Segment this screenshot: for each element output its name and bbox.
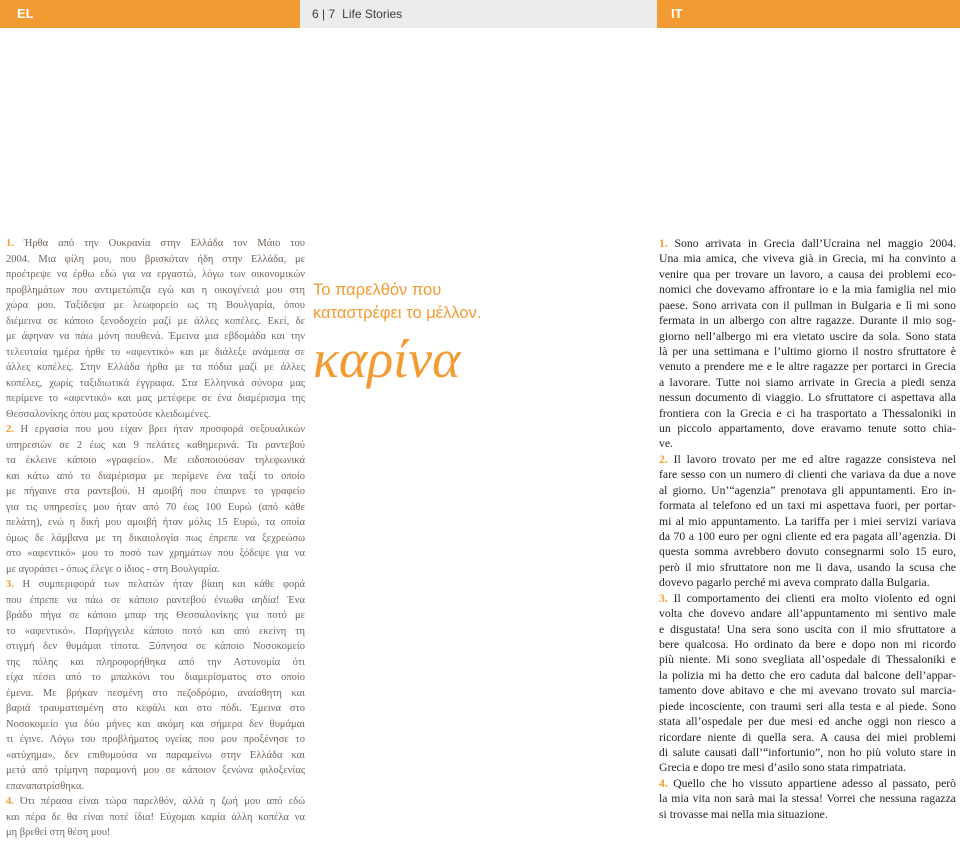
pull-quote-line-1: Το παρελθόν που <box>313 281 442 299</box>
greek-line-text: βράδυ πήγα σε κάποιο μπαρ της Θεσσαλονίκης για ποτό με <box>6 610 305 621</box>
italian-text-line <box>659 699 956 714</box>
italian-text-line <box>659 622 956 637</box>
greek-paragraph-number: 2. <box>6 424 14 435</box>
italian-text-line <box>659 344 956 359</box>
italian-text-line <box>659 776 956 791</box>
greek-text-line <box>6 283 305 299</box>
italian-line-text: piede incosciente, con traumi seri alla testa e al piede. Sono <box>659 699 956 713</box>
greek-text-line <box>6 779 305 795</box>
italian-text-line <box>659 282 956 297</box>
greek-line-text: υπηρεσιών σε 2 έως και 9 πελάτες καθημερινά. Τα ραντεβού <box>6 439 305 451</box>
greek-text-line <box>6 701 305 717</box>
greek-text-line <box>6 438 305 454</box>
greek-line-text: της πόλης και πληροφορήθηκα από την Αστυνομία ότι <box>6 656 305 668</box>
greek-line-text: προέτρεψε να έρθω εδώ για να εργαστώ, λόγω των οικονομικών <box>6 269 305 280</box>
greek-line-text: έμενα. Με βρήκαν πεσμένη στο πεζοδρόμιο, αναίσθητη και <box>6 687 305 699</box>
italian-line-text: fare sesso con un numero di clienti che variava da due a nove <box>659 468 956 482</box>
section-title: Life Stories <box>342 7 403 21</box>
greek-line-text: τα έκλεινε κάποιο «γραφείο». Με ειδοποιούσαν τηλεφωνικά <box>6 455 305 466</box>
italian-text-line <box>659 236 956 251</box>
greek-text-line <box>6 407 305 423</box>
greek-text-line <box>6 314 305 330</box>
greek-text-line <box>6 500 305 516</box>
greek-text-line <box>6 391 305 407</box>
greek-text-line <box>6 748 305 764</box>
italian-text-line <box>659 298 956 313</box>
italian-text-line <box>659 606 956 621</box>
page-numbers: 6 | 7 <box>312 7 336 21</box>
italian-text-line <box>659 483 956 498</box>
greek-line-text: μη βρεθεί στη θέση μου! <box>6 827 111 838</box>
italian-line-text: ricordare niente di quella sera. A causa dei miei problemi <box>659 730 956 744</box>
italian-text-line <box>659 452 956 467</box>
italian-text-line <box>659 791 956 806</box>
greek-line-text: και κάτω από το διαμέρισμα με περίμενε ένα ταξί το οποίο <box>6 470 305 482</box>
running-header-text <box>312 0 402 28</box>
italian-text-line <box>659 714 956 729</box>
greek-line-text: μετά από τρίμηνη παραμονή μου σε κάποιον ξενώνα φιλοξενίας <box>6 765 305 776</box>
greek-line-text: βαριά τραυματισμένη στο κεφάλι και στο πόδι. Έμεινα στο <box>6 703 305 714</box>
italian-paragraph-2 <box>659 452 956 591</box>
italian-text-line <box>659 760 956 775</box>
greek-text-line <box>6 670 305 686</box>
greek-paragraph-2 <box>6 422 305 577</box>
italian-paragraph-number: 3. <box>659 591 668 605</box>
greek-text-line <box>6 515 305 531</box>
greek-line-text: το «αφεντικό». Παρήγγειλε κάποιο ποτό και από εκείνη τη <box>6 625 305 637</box>
greek-line-text: κοπέλες, χωρίς ταξιδιωτικά έγγραφα. Στα Ελληνικά σύνορα μας <box>6 377 305 389</box>
italian-line-text: volta che dovevo andare all’appuntamento mi sentivo male <box>659 607 956 621</box>
greek-line-text: στιγμή δεν θυμάμαι τίποτα. Ξύπνησα σε κάποιο Νοσοκομείο <box>6 641 305 652</box>
greek-text-line <box>6 577 305 593</box>
top-bar <box>0 0 960 28</box>
italian-text-line <box>659 591 956 606</box>
greek-text-line <box>6 794 305 810</box>
italian-text-line <box>659 267 956 282</box>
greek-text-line <box>6 546 305 562</box>
greek-paragraph-3 <box>6 577 305 794</box>
greek-text-line <box>6 345 305 361</box>
greek-line-text: τι έγινε. Λόγω του προβλήματος υγείας που μου προξένησε το <box>6 734 305 745</box>
italian-text-line <box>659 560 956 575</box>
greek-paragraph-4 <box>6 794 305 841</box>
language-tab-greek <box>0 0 300 28</box>
greek-line-text: για τις υπηρεσίες μου ήταν από 70 έως 100 Ευρώ (από κάθε <box>6 501 305 513</box>
italian-text-line <box>659 329 956 344</box>
italian-text-line <box>659 251 956 266</box>
pull-quote-line-2: καταστρέφει το μέλλον. <box>313 304 482 322</box>
italian-text-line <box>659 359 956 374</box>
greek-text-line <box>6 376 305 392</box>
greek-text-line <box>6 608 305 624</box>
greek-text-line <box>6 810 305 826</box>
italian-text-line <box>659 652 956 667</box>
italian-line-text: nessun documento di viaggio. Lo sfruttatore ci aspettava alla <box>659 391 956 405</box>
greek-line-text: με άφηναν να πάω μόνη πουθενά. Έμεινα μια εβδομάδα και την <box>6 331 305 342</box>
italian-paragraph-number: 4. <box>659 776 668 790</box>
greek-line-text: 2004. Μια φίλη μου, που βρισκόταν ήδη στην Ελλάδα, με <box>6 253 305 265</box>
greek-text-line <box>6 252 305 268</box>
greek-text-line <box>6 562 305 578</box>
italian-text-line <box>659 668 956 683</box>
greek-paragraph-number: 4. <box>6 796 14 807</box>
greek-text-line <box>6 360 305 376</box>
italian-line-text: e disgustata! Una sera sono uscita con il mio sfruttatore a <box>659 622 956 636</box>
italian-text-line <box>659 745 956 760</box>
italian-text-line <box>659 421 956 436</box>
greek-text-line <box>6 298 305 314</box>
italian-text-line <box>659 730 956 745</box>
greek-line-text: Νοσοκομείο για δύο μήνες και ακόμη και σήμερα δεν θυμάμαι <box>6 718 305 730</box>
greek-line-text: στο «αφεντικό» μου το ποσό των χρημάτων που ξόδεψε για να <box>6 548 305 559</box>
italian-line-text: giorno nell’albergo mi era vietato uscire da sola. Sono stata <box>659 329 956 343</box>
greek-line-text: Η συμπεριφορά των πελατών ήταν βίαιη και κάθε φορά <box>22 579 306 590</box>
greek-text-line <box>6 329 305 345</box>
italian-line-text: al giorno. Un’“agenzia” prenotava gli appuntamenti. Ero in- <box>659 483 956 497</box>
italian-line-text: si trovasse mai nella mia situazione. <box>659 807 828 821</box>
greek-text-line <box>6 763 305 779</box>
language-tab-italian <box>657 0 960 28</box>
italian-text-line <box>659 544 956 559</box>
italian-line-text: tamento dove abitavo e che mi avevano trovato sul marcia- <box>659 684 956 698</box>
italian-paragraph-1 <box>659 236 956 452</box>
italian-line-text: Grecia e dopo tre mesi d’asilo sono stata rimpatriata. <box>659 761 906 775</box>
italian-line-text: ve. <box>659 437 673 451</box>
greek-line-text: όμως δε λάμβανα με τη δικαιολογία πως έπρεπε να ξεχρεώσω <box>6 532 305 544</box>
greek-text-line <box>6 717 305 733</box>
italian-line-text: da 70 a 100 euro per ogni cliente ed era pagata all’agenzia. Di <box>659 530 956 544</box>
italian-text-line <box>659 683 956 698</box>
italian-line-text: bere qualcosa. Ho ordinato da bere e dopo non mi ricordo <box>659 637 956 651</box>
greek-line-text: με πήγαινε στα ραντεβού. Η αμοιβή που έπαιρνε το γραφείο <box>6 486 305 497</box>
italian-line-text: formata al telefono ed un taxi mi aspettava fuori, per portar- <box>659 499 956 513</box>
italian-paragraph-4 <box>659 776 956 822</box>
italian-text-line <box>659 313 956 328</box>
story-name: καρίνα <box>313 329 461 389</box>
greek-text-line <box>6 422 305 438</box>
greek-line-text: «ατύχημα», δεν επιθυμούσα να παραμείνω στην Ελλάδα και <box>6 749 305 761</box>
greek-paragraph-1 <box>6 236 305 422</box>
italian-line-text: però il mio sfruttatore non me li dava, usando la scusa che <box>659 560 956 574</box>
greek-line-text: που έπρεπε να πάω σε κάποιο ραντεβού ένιωθα αηδία! Ένα <box>6 594 305 606</box>
italian-line-text: là per una settimana e l’ultimo giorno il nostro sfruttatore è <box>659 344 956 358</box>
running-header <box>300 0 657 28</box>
italian-text-line <box>659 436 956 451</box>
greek-line-text: Ότι πέρασα είναι τώρα παρελθόν, αλλά η ζωή μου από εδώ <box>20 796 305 807</box>
greek-line-text: περίμενε το «αφεντικό» και μας μετέφερε σε ένα διαμέρισμα της <box>6 393 305 404</box>
italian-text-line <box>659 575 956 590</box>
greek-line-text: πελάτη), ενώ η δική μου αμοιβή ήταν μόλις 15 Ευρώ, τα οποία <box>6 517 305 528</box>
greek-text-line <box>6 267 305 283</box>
italian-text-line <box>659 514 956 529</box>
greek-line-text: και πέρα δε θα είναι ποτέ ίδια! Εύχομαι καμία άλλη κοπέλα να <box>6 811 305 823</box>
greek-line-text: προβλημάτων που αντιμετώπιζα εγώ και η οικογένειά μου στη <box>6 284 305 296</box>
italian-line-text: Il comportamento dei clienti era molto violento ed ogni <box>673 591 956 605</box>
language-code-italian: IT <box>671 6 683 21</box>
greek-text-line <box>6 686 305 702</box>
greek-line-text: διέμεινα σε κάποιο ξενοδοχείο μαζί με άλλες κοπέλες. Εκεί, δε <box>6 315 305 327</box>
greek-text-line <box>6 732 305 748</box>
greek-text-line <box>6 453 305 469</box>
greek-line-text: τελευταία ημέρα ήρθε το «αφεντικό» και με διάλεξε ανάμεσα σε <box>6 346 305 358</box>
greek-text-line <box>6 469 305 485</box>
italian-text-column <box>659 236 956 822</box>
italian-line-text: Sono arrivata in Grecia dall’Ucraina nel maggio 2004. <box>674 237 956 250</box>
italian-paragraph-number: 1. <box>659 237 668 250</box>
italian-line-text: la mia vita non sarà mai la stessa! Vorrei che nessuna ragazza <box>659 792 956 806</box>
italian-text-line <box>659 406 956 421</box>
greek-text-line <box>6 484 305 500</box>
italian-text-line <box>659 637 956 652</box>
italian-line-text: fermata in un albergo con altre ragazze. Durante il mio sog- <box>659 314 956 328</box>
italian-line-text: nomici che dovevamo affrontare io e la mia famiglia nel mio <box>659 283 956 297</box>
italian-line-text: venire qua per trovare un lavoro, a causa dei problemi eco- <box>659 267 956 281</box>
italian-line-text: frontiera con la Grecia e ci ha trasportato a Thessaloniki in <box>659 406 956 420</box>
greek-paragraph-number: 3. <box>6 579 14 590</box>
italian-text-line <box>659 807 956 822</box>
greek-text-line <box>6 531 305 547</box>
italian-line-text: a lavorare. Tutte noi siamo arrivate in Grecia a piedi senza <box>659 375 956 389</box>
greek-text-line <box>6 825 305 841</box>
greek-text-line <box>6 655 305 671</box>
italian-line-text: questa somma avrebbero dovuto consegnarmi solo 15 euro, <box>659 545 956 559</box>
greek-line-text: Θεσσαλονίκης όπου μας κρατούσε κλειδωμένες. <box>6 408 211 420</box>
italian-line-text: mi al mio appuntamento. La tariffa per i miei servizi variava <box>659 514 956 528</box>
greek-line-text: χώρα μου. Ταξίδεψα με λεωφορείο ως τη Βουλγαρία, όπου <box>6 300 305 311</box>
greek-text-line <box>6 624 305 640</box>
italian-line-text: Una mia amica, che viveva già in Grecia, mi ha convinto a <box>659 252 956 266</box>
italian-text-line <box>659 498 956 513</box>
italian-line-text: un piccolo appartamento, dove eravamo tenute sotto chia- <box>659 422 956 436</box>
italian-paragraph-3 <box>659 591 956 776</box>
italian-line-text: venuto a prendere me e le altre ragazze per portarci in Grecia <box>659 360 956 374</box>
greek-paragraph-number: 1. <box>6 238 14 249</box>
greek-line-text: επαναπατρίσθηκα. <box>6 780 85 792</box>
italian-line-text: stata all’ospedale per due mesi ed anche oggi non riesco a <box>659 715 956 729</box>
italian-line-text: Il lavoro trovato per me ed altre ragazze consisteva nel <box>673 452 957 466</box>
italian-line-text: la polizia mi ha detto che ero caduta dal balcone dell’appar- <box>659 668 956 682</box>
greek-line-text: Η εργασία που μου είχαν βρει ήταν προσφορά σεξουαλικών <box>20 424 306 435</box>
italian-line-text: dovevo pagarlo perché mi aveva comprato dalla Bulgaria. <box>659 576 930 590</box>
greek-line-text: άλλες κοπέλες. Στην Ελλάδα ήρθα με τα πόδια μαζί με άλλες <box>6 362 305 373</box>
italian-line-text: di salute causati dall’“infortunio”, non ho più voluto stare in <box>659 745 956 759</box>
greek-text-line <box>6 639 305 655</box>
italian-line-text: paese. Sono arrivata con il pullman in Bulgaria e lì mi sono <box>659 298 956 312</box>
italian-paragraph-number: 2. <box>659 452 668 466</box>
greek-text-line <box>6 593 305 609</box>
italian-text-line <box>659 529 956 544</box>
italian-text-line <box>659 375 956 390</box>
greek-line-text: είχα πέσει από το μπαλκόνι του διαμερίσματος στο οποίο <box>6 672 305 683</box>
greek-line-text: με αγοράσει - όπως έλεγε ο ίδιος - στη Βουλγαρία. <box>6 563 220 575</box>
italian-text-line <box>659 467 956 482</box>
greek-text-column <box>6 236 305 841</box>
greek-text-line <box>6 236 305 252</box>
italian-line-text: Quello che ho vissuto appartiene adesso al passato, però <box>673 776 956 790</box>
language-code-greek: EL <box>17 6 34 21</box>
italian-text-line <box>659 390 956 405</box>
greek-line-text: Ήρθα από την Ουκρανία στην Ελλάδα τον Μάιο του <box>23 238 305 249</box>
italian-line-text: più niente. Mi sono svegliata all’ospedale di Thessaloniki e <box>659 653 956 667</box>
